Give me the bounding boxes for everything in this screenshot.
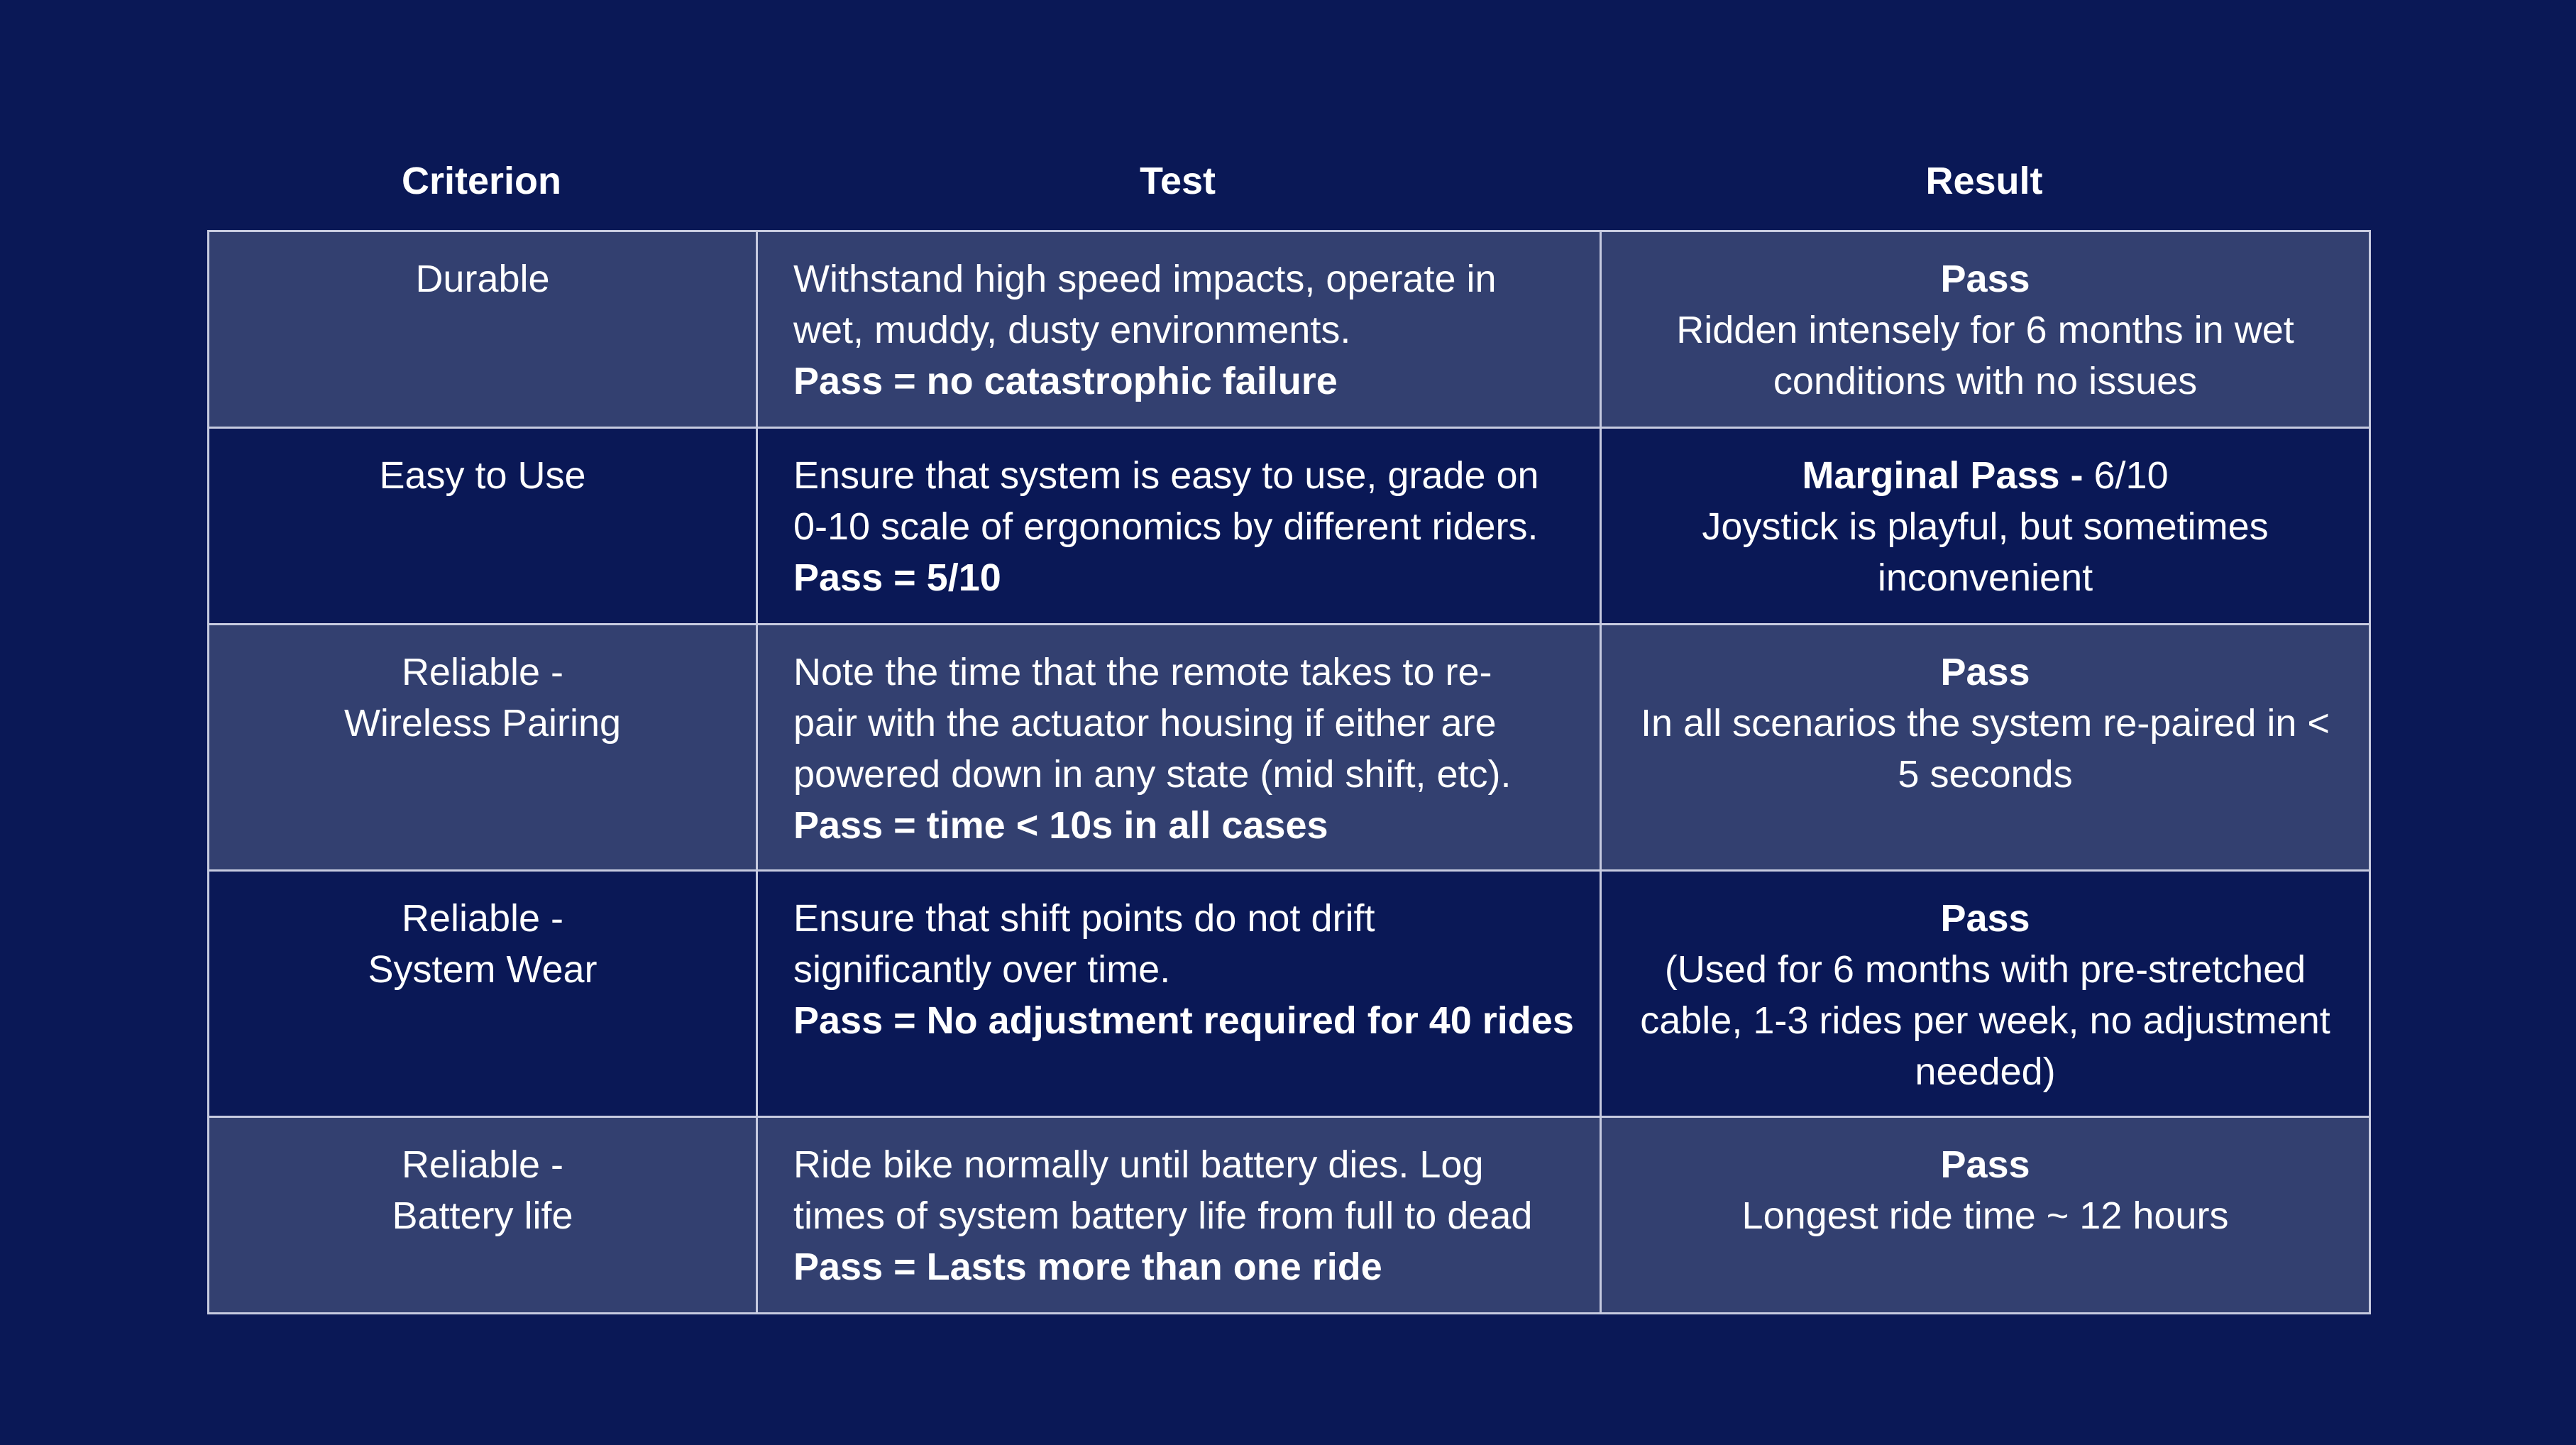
header-result: Result bbox=[1925, 160, 2043, 202]
result-status: Marginal Pass - bbox=[1802, 454, 2084, 497]
result-detail: (Used for 6 months with pre-stretched cable, 1-3 rides per week, no adjustment needed) bbox=[1640, 948, 2330, 1093]
result-detail: Longest ride time ~ 12 hours bbox=[1741, 1194, 2229, 1237]
table-row bbox=[209, 231, 2370, 428]
test-cell bbox=[757, 231, 1601, 428]
result-cell bbox=[1601, 231, 2370, 428]
criterion-cell bbox=[209, 1117, 757, 1314]
table-row bbox=[209, 871, 2370, 1117]
test-line: times of system battery life from full to dead bbox=[793, 1194, 1533, 1237]
header-criterion: Criterion bbox=[401, 160, 562, 202]
criterion-line: Durable bbox=[415, 258, 550, 300]
result-status: Pass bbox=[1940, 1143, 2030, 1186]
criterion-cell bbox=[209, 231, 757, 428]
test-pass-criterion: Pass = No adjustment required for 40 rides bbox=[793, 999, 1574, 1042]
table-row bbox=[209, 625, 2370, 871]
test-line: Note the time that the remote takes to re- bbox=[793, 651, 1492, 693]
test-cell bbox=[757, 625, 1601, 871]
test-pass-criterion: Pass = Lasts more than one ride bbox=[793, 1246, 1382, 1288]
test-line: pair with the actuator housing if either are bbox=[793, 702, 1497, 745]
result-cell bbox=[1601, 1117, 2370, 1314]
test-cell bbox=[757, 428, 1601, 625]
test-line: significantly over time. bbox=[793, 948, 1171, 991]
result-score: 6/10 bbox=[2083, 454, 2169, 497]
result-cell bbox=[1601, 871, 2370, 1117]
table-row bbox=[209, 1117, 2370, 1314]
results-table bbox=[207, 230, 2371, 1314]
table-header-row bbox=[207, 142, 2369, 220]
test-pass-criterion: Pass = 5/10 bbox=[793, 556, 1001, 599]
criterion-line: Reliable - bbox=[401, 1143, 564, 1186]
result-cell bbox=[1601, 625, 2370, 871]
table-row bbox=[209, 428, 2370, 625]
criterion-line: Battery life bbox=[392, 1194, 573, 1237]
result-detail: Ridden intensely for 6 months in wet conditions with no issues bbox=[1676, 309, 2294, 402]
header-test: Test bbox=[1139, 160, 1216, 202]
test-line: 0-10 scale of ergonomics by different riders. bbox=[793, 505, 1539, 548]
result-detail: Joystick is playful, but sometimes inconvenient bbox=[1702, 505, 2269, 599]
test-cell bbox=[757, 871, 1601, 1117]
result-status: Pass bbox=[1940, 651, 2030, 693]
test-line: Ride bike normally until battery dies. Log bbox=[793, 1143, 1484, 1186]
result-status: Pass bbox=[1940, 258, 2030, 300]
test-pass-criterion: Pass = no catastrophic failure bbox=[793, 360, 1338, 402]
test-line: Ensure that shift points do not drift bbox=[793, 897, 1375, 940]
result-cell bbox=[1601, 428, 2370, 625]
test-line: wet, muddy, dusty environments. bbox=[793, 309, 1351, 351]
criterion-line: Easy to Use bbox=[379, 454, 586, 497]
criterion-cell bbox=[209, 871, 757, 1117]
criterion-line: Wireless Pairing bbox=[343, 702, 622, 745]
criterion-line: Reliable - bbox=[401, 651, 564, 693]
test-pass-criterion: Pass = time < 10s in all cases bbox=[793, 804, 1328, 847]
test-line: powered down in any state (mid shift, etc). bbox=[793, 753, 1512, 796]
result-detail: In all scenarios the system re-paired in < 5 seconds bbox=[1641, 702, 2330, 796]
test-line: Ensure that system is easy to use, grade on bbox=[793, 454, 1539, 497]
criterion-line: System Wear bbox=[368, 948, 598, 991]
criterion-cell bbox=[209, 428, 757, 625]
test-line: Withstand high speed impacts, operate in bbox=[793, 258, 1497, 300]
test-cell bbox=[757, 1117, 1601, 1314]
criterion-line: Reliable - bbox=[401, 897, 564, 940]
criterion-cell bbox=[209, 625, 757, 871]
result-status: Pass bbox=[1940, 897, 2030, 940]
